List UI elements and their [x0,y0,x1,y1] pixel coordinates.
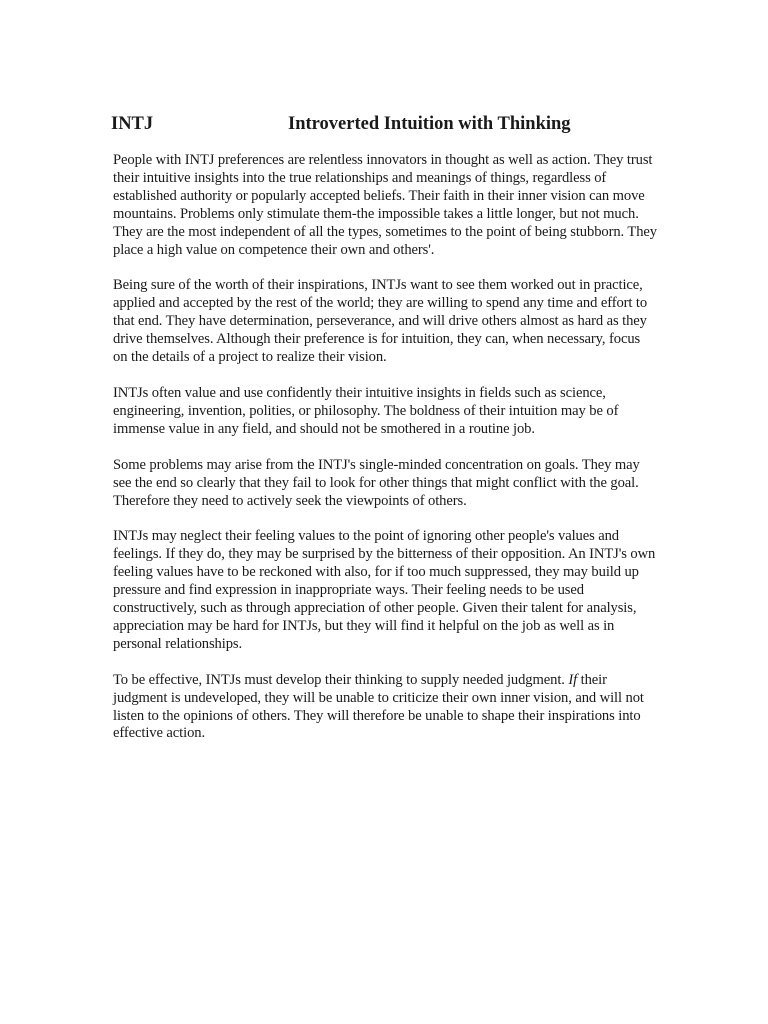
paragraph-5: INTJs may neglect their feeling values to the point of ignoring other people's values and feelings. If they do, they may be surprised by the bitterness of their opposition. An INTJ's own feeling values have to be reckoned with also, for if too much suppressed, they may build up pressure and find expression in inappropriate ways. Their feeling needs to be used constructively, such as through appreciation of other people. Given their talent for analysis, appreciation may be hard for INTJs, but they will find it helpful on the job as well as in personal relationships. [113,528,656,652]
paragraph-1: People with INTJ preferences are relentless innovators in thought as well as action. They trust their intuitive insights into the true relationships and meanings of things, regardless of established authority or popularly accepted beliefs. Their faith in their inner vision can move mountains. Problems only stimulate them-the impossible takes a little longer, but not much. They are the most independent of all the types, sometimes to the point of being stubborn. They place a high value on competence their own and others'. [113,152,657,258]
paragraph-6-end: their judgment is undeveloped, they will be unable to criticize their own inner vision, and will not listen to the opinions of others. They will therefore be unable to shape their inspirations into effective action. [113,671,644,742]
paragraph-6-start: To be effective, INTJs must develop their thinking to supply needed judgment. [113,671,569,688]
paragraph-2: Being sure of the worth of their inspirations, INTJs want to see them worked out in practice, applied and accepted by the rest of the world; they are willing to spend any time and effort to that end. They have determination, perseverance, and will drive others almost as hard as they drive themselves. Although their preference is for intuition, they can, when necessary, focus on the details of a project to realize their vision. [113,277,648,366]
paragraph-6-italic: If [568,671,578,688]
document-body [113,152,658,761]
paragraph-6 [113,672,658,744]
type-code: INTJ [111,114,154,134]
document-heading [111,113,671,137]
paragraph-3: INTJs often value and use confidently their intuitive insights in fields such as science, engineering, invention, polities, or philosophy. The boldness of their intuition may be of immense value in any field, and should not be smothered in a routine job. [113,384,619,437]
type-title: Introverted Intuition with Thinking [288,114,571,134]
paragraph-4: Some problems may arise from the INTJ's single-minded concentration on goals. They may see the end so clearly that they fail to look for other things that might conflict with the goal. Therefore they need to actively seek the viewpoints of others. [113,456,640,509]
